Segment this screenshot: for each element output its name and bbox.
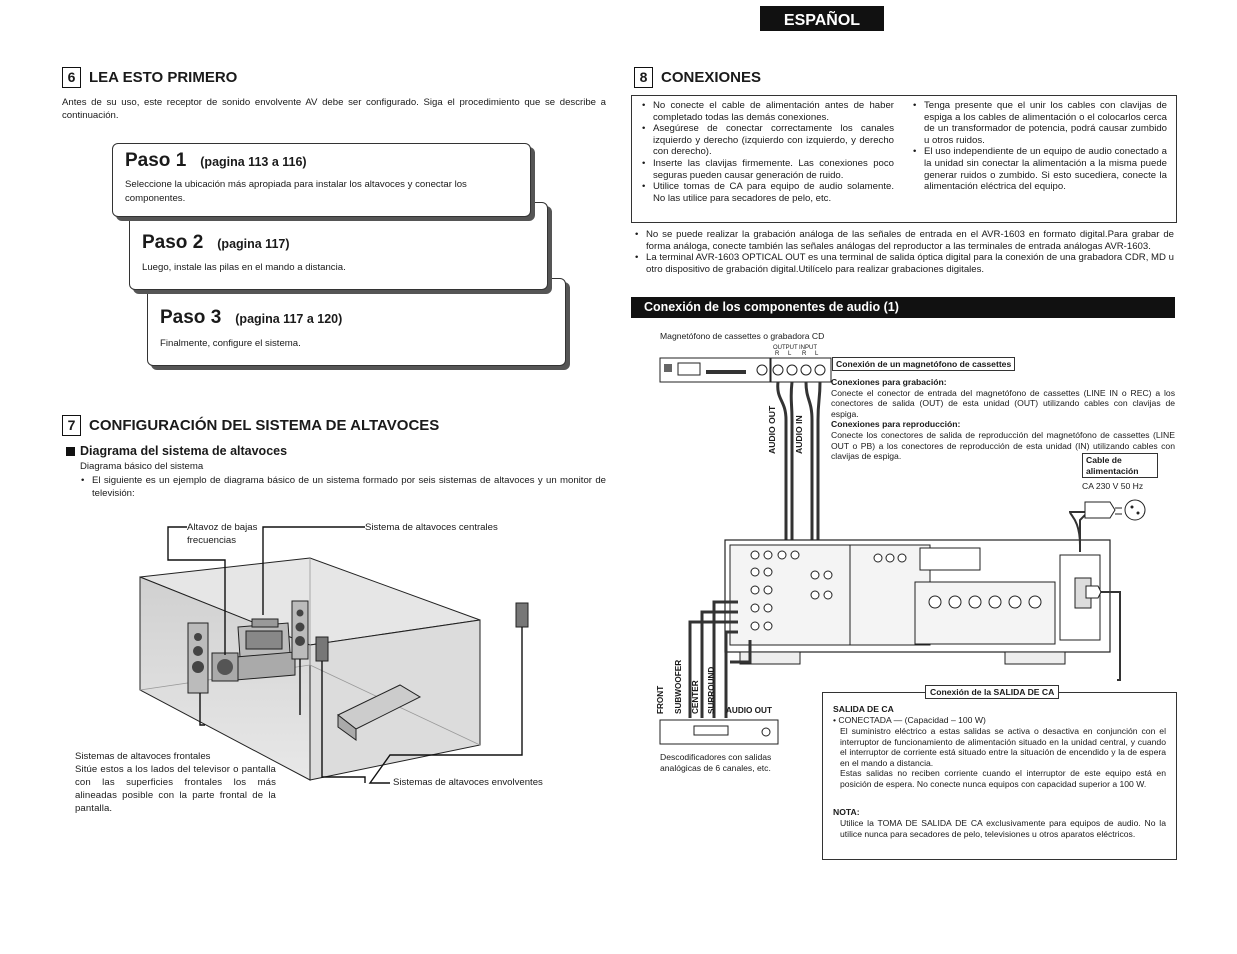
surround-speakers-label: Sistemas de altavoces envolventes — [393, 777, 543, 788]
intro-text: Antes de su uso, este receptor de sonido envolvente AV debe ser configurado. Siga el procedimiento que se describe a continuación. — [62, 97, 606, 121]
channel-l: L — [815, 351, 819, 357]
notes-list — [634, 229, 1174, 275]
tape-connection-box: Conexión de un magnetófono de cassettes — [832, 357, 1015, 371]
subwoofer-label: SUBWOOFER — [674, 659, 683, 714]
list-item: • No conecte el cable de alimentación antes de haber completado todas las demás conexiones. — [641, 100, 894, 123]
warnings-left — [641, 100, 894, 204]
square-bullet-icon — [66, 447, 75, 456]
section-8-heading — [634, 67, 761, 88]
input-label: INPUT — [799, 345, 817, 351]
step-title: Paso 3 — [160, 307, 222, 328]
ac-item: • CONECTADA — (Capacidad – 100 W) — [833, 715, 986, 725]
channel-r: R — [802, 351, 807, 357]
section-7-bullets — [80, 474, 606, 500]
ac-outlet-title: Conexión de la SALIDA DE CA — [925, 685, 1059, 699]
section-bar: Conexión de los componentes de audio (1) — [631, 297, 1175, 318]
section-7-heading — [62, 415, 439, 436]
front-speakers-label: Sistemas de altavoces frontales Sitúe estos a los lados del televisor o pantalla con las superficies frontales los más alineadas posible con la parte frontal de la pantalla. — [75, 751, 276, 814]
tape-connection-text: Conexiones para grabación: Conecte el conector de entrada del magnetófono de cassettes (LINE IN o REC) a los conectores de salida (OUT) de esta unidad (OUT) utilizando cables con clavijas de espiga. Conexiones para reproducción: Conecte los conectores de salida de reproducción del magnetófono de cassettes (LINE OUT o PB) a los conectores de reproducción de esta unidad (IN) utilizando cables con clavijas de espiga. — [831, 377, 1175, 462]
list-item: • El siguiente es un ejemplo de diagrama básico de un sistema formado por seis sistemas de altavoces y un monitor de televisión: — [80, 474, 606, 500]
step-desc: Luego, instale las pilas en el mando a distancia. — [142, 262, 346, 273]
surround-label: SURROUND — [707, 666, 716, 714]
list-item: • Tenga presente que el unir los cables con clavijas de espiga a los cables de alimentación o el colocarlos cerca de un transformador de potencia, podrá causar zumbido u otros ruidos. — [912, 100, 1167, 146]
list-item: • No se puede realizar la grabación análoga de las señales de entrada en el AVR-1603 en formato digital.Para grabar de forma análoga, conecte también las señales análogas del reproductor a las terminales de entrada análogas AVR-1603. — [634, 229, 1174, 252]
ac-outlet-box: SALIDA DE CA • CONECTADA — (Capacidad – 100 W) El suministro eléctrico a estas salidas se activa o desactiva en conjunción con el interruptor de funcionamiento de alimentación situado en la unidad central, y cuando el interruptor de corriente está situado entre la situación de encendido y la de espera en el mando a distancia. Estas salidas no reciben corriente cuando el interruptor de este equipo está en posición de espera. No conecte nunca equipos con capacidad superior a 100 W. NOTA: Utilice la TOMA DE SALIDA DE CA exclusivamente para equipos de audio. No la utilice nunca para secadores de pelo, televisiones u otros aparatos eléctricos. — [822, 692, 1177, 860]
receiver-rear-panel — [725, 540, 1110, 664]
decoder-label: Descodificadores con salidas analógicas de 6 canales, etc. — [660, 752, 772, 773]
language-tab: ESPAÑOL — [760, 6, 884, 31]
step-pages: (pagina 117 a 120) — [235, 312, 343, 326]
channel-l: L — [788, 351, 792, 357]
list-item: • Inserte las clavijas firmemente. Las conexiones poco seguras pueden causar generación de ruido. — [641, 158, 894, 181]
warnings-box — [631, 95, 1177, 223]
list-item: • Asegúrese de conectar correctamente los canales izquierdo y derecho (izquierdo con izquierdo, y derecho con derecho). — [641, 123, 894, 158]
wall-socket — [1125, 500, 1145, 520]
list-item: • Utilice tomas de CA para equipo de audio solamente. No las utilice para secadores de pelo, etc. — [641, 181, 894, 204]
front-left-speaker — [188, 623, 208, 693]
cassette-deck — [660, 358, 770, 382]
section-number: 7 — [62, 415, 81, 436]
basic-diagram-label: Diagrama básico del sistema — [80, 461, 204, 472]
ac-spec: CA 230 V 50 Hz — [1082, 481, 1144, 491]
decoder-unit — [660, 720, 778, 744]
step-pages: (pagina 113 a 116) — [200, 155, 307, 169]
power-cable-box: Cable de alimentación — [1082, 453, 1158, 478]
section-title: CONFIGURACIÓN DEL SISTEMA DE ALTAVOCES — [89, 417, 440, 434]
list-item: • El uso independiente de un equipo de audio conectado a la unidad sin conectar la alimentación a la misma puede generar ruidos o zumbido. Si esto sucediera, conecte la alimentación eléctrica del equipo. — [912, 146, 1167, 192]
decoder-audio-out: AUDIO OUT — [726, 706, 772, 715]
center-speaker-label: Sistema de altavoces centrales — [365, 522, 498, 533]
step-desc: Seleccione la ubicación más apropiada para instalar los altavoces y conectar los componentes. — [125, 179, 467, 204]
section-number: 6 — [62, 67, 81, 88]
center-label: CENTER — [691, 680, 700, 714]
cassette-label: Magnetófono de cassettes o grabadora CD — [660, 331, 825, 341]
output-label: OUTPUT — [773, 345, 798, 351]
channel-r: R — [775, 351, 780, 357]
section-6-heading — [62, 67, 237, 88]
warnings-right — [912, 100, 1167, 193]
step-title: Paso 1 — [125, 150, 187, 171]
front-label: FRONT — [656, 685, 665, 714]
audio-in-label: AUDIO IN — [794, 415, 804, 454]
power-plug — [1085, 502, 1122, 518]
step-1-card — [112, 143, 531, 217]
tv-unit — [236, 623, 295, 680]
section-title: LEA ESTO PRIMERO — [89, 69, 238, 86]
front-right-speaker — [292, 601, 308, 659]
center-speaker — [252, 619, 278, 627]
list-item: • La terminal AVR-1603 OPTICAL OUT es una terminal de salida óptica digital para la conexión de una grabadora CDR, MD u otro dispositivo de grabación digital.Utilícelo para realizar grabaciones digitales. — [634, 252, 1174, 275]
section-number: 8 — [634, 67, 653, 88]
subsection-heading: Diagrama del sistema de altavoces — [66, 444, 287, 458]
step-title: Paso 2 — [142, 232, 204, 253]
step-pages: (pagina 117) — [217, 237, 290, 251]
subwoofer-label: Altavoz de bajas frecuencias — [187, 522, 258, 546]
surround-speaker-left — [316, 637, 328, 661]
section-title: CONEXIONES — [661, 69, 762, 86]
step-3-card — [147, 278, 566, 366]
surround-speaker-right — [516, 603, 528, 627]
audio-out-label: AUDIO OUT — [767, 405, 777, 454]
step-desc: Finalmente, configure el sistema. — [160, 338, 301, 349]
